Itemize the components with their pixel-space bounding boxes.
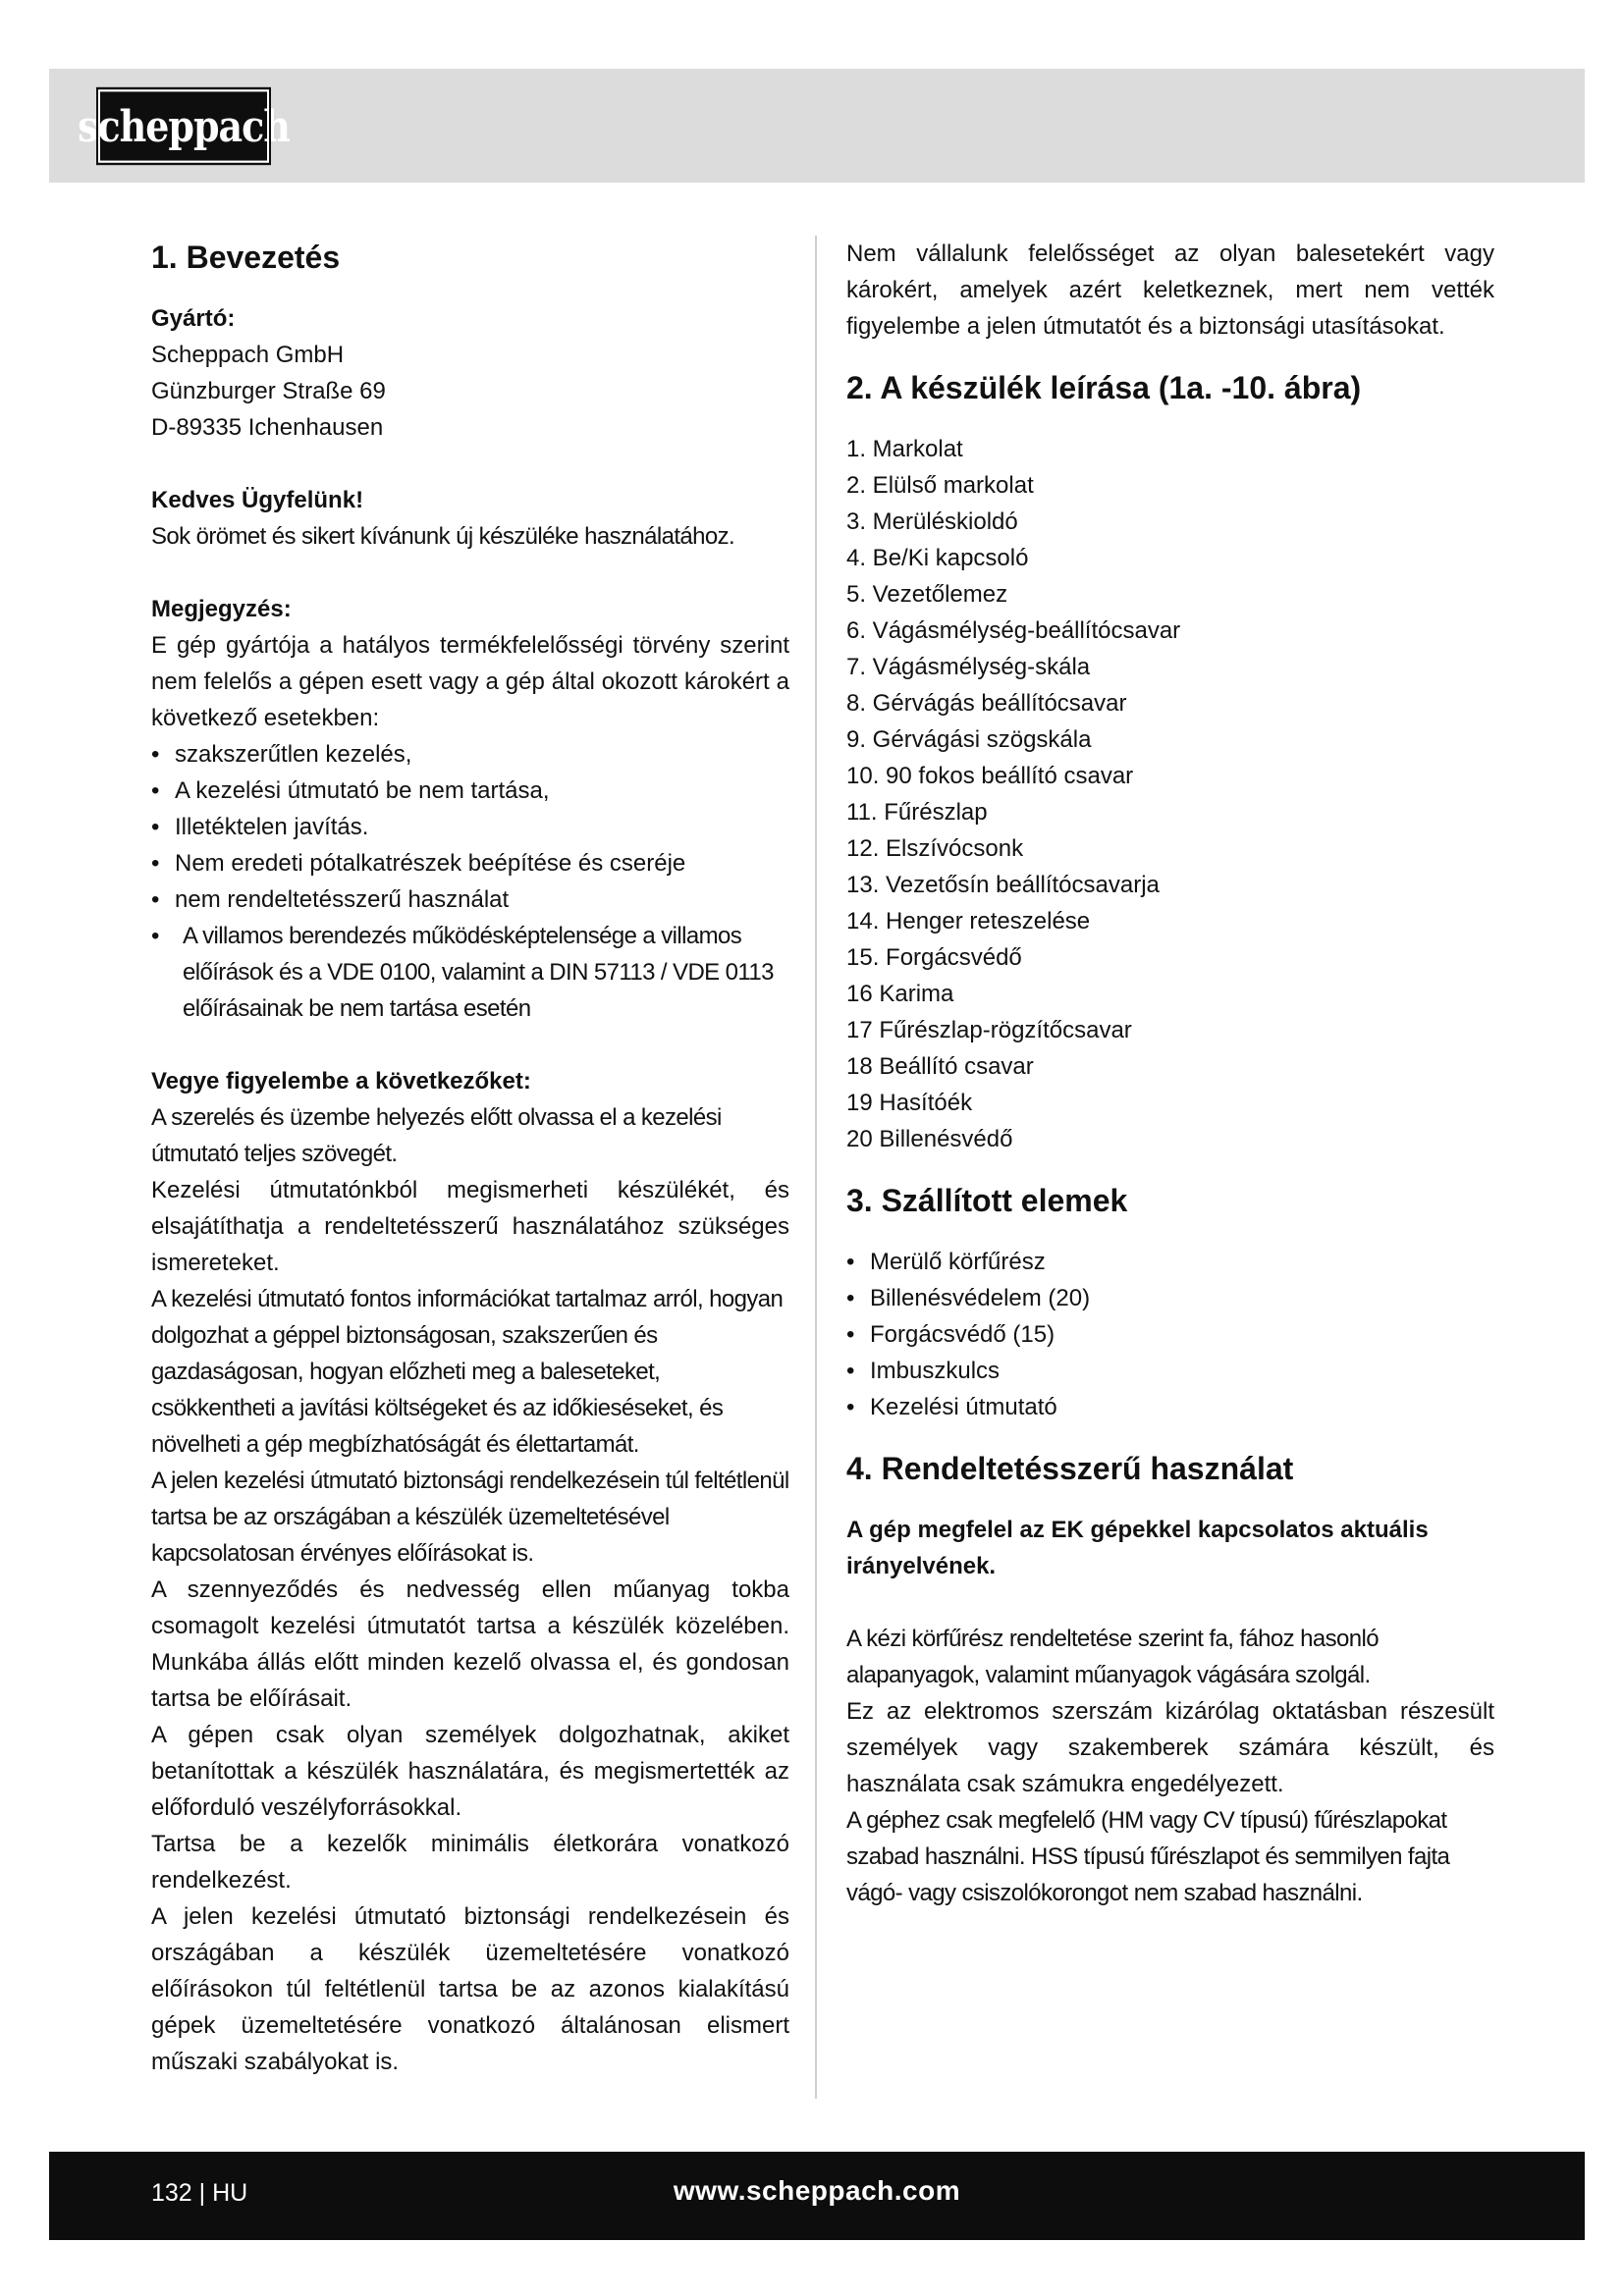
list-item: 18 Beállító csavar	[846, 1053, 1034, 1080]
list-item: • A kezelési útmutató be nem tartása,	[151, 773, 789, 809]
list-item: 3. Merüléskioldó	[846, 508, 1018, 535]
list-item: 15. Forgácsvédő	[846, 944, 1022, 971]
list-item: 4. Be/Ki kapcsoló	[846, 545, 1029, 571]
paragraph: A géphez csak megfelelő (HM vagy CV típusú) fűrészlapokat szabad használni. HSS típusú fűrészlapot és semmilyen fajta vágó- vagy csiszolókorongot nem szabad használni.	[846, 1807, 1450, 1906]
paragraph: A kézi körfűrész rendeltetése szerint fa, fához hasonló alapanyagok, valamint műanyagok vágására szolgál.	[846, 1626, 1379, 1688]
paragraph: A jelen kezelési útmutató biztonsági rendelkezésein túl feltétlenül tartsa be az országában a készülék üzemeltetésével kapcsolatosan érvényes előírásokat is.	[151, 1468, 789, 1567]
parts-list	[846, 431, 1494, 1157]
list-item: 2. Elülső markolat	[846, 472, 1034, 499]
list-item: 13. Vezetősín beállítócsavarja	[846, 872, 1160, 898]
list-item: 1. Markolat	[846, 436, 963, 462]
list-item: • Kezelési útmutató	[846, 1389, 1494, 1425]
section-3-heading: 3. Szállított elemek	[846, 1183, 1128, 1218]
section-2-heading: 2. A készülék leírása (1a. -10. ábra)	[846, 370, 1362, 405]
list-item: • A villamos berendezés működésképtelensége a villamos előírások és a VDE 0100, valamint a DIN 57113 / VDE 0113 előírásainak be nem tartása esetén	[151, 918, 789, 1027]
list-item: • Imbuszkulcs	[846, 1353, 1494, 1389]
list-item: • Illetéktelen javítás.	[151, 809, 789, 845]
list-item: • nem rendeltetésszerű használat	[151, 881, 789, 918]
paragraph: A szennyeződés és nedvesség ellen műanyag tokba csomagolt kezelési útmutatót tartsa a készülék közelében. Munkába állás előtt minden kezelő olvassa el, és gondosan tartsa be előírásait.	[151, 1576, 789, 1712]
list-item: • szakszerűtlen kezelés,	[151, 736, 789, 773]
note-label: Megjegyzés:	[151, 596, 292, 622]
address-line: Günzburger Straße 69	[151, 378, 386, 404]
section-1-heading: 1. Bevezetés	[151, 240, 341, 275]
paragraph: A gépen csak olyan személyek dolgozhatnak, akiket betanítottak a készülék használatára, és megismertették az előforduló veszélyforrásokkal.	[151, 1722, 789, 1821]
list-item: 17 Fűrészlap-rögzítőcsavar	[846, 1017, 1132, 1043]
paragraph: A kezelési útmutató fontos információkat tartalmaz arról, hogyan dolgozhat a géppel biztonságosan, szakszerűen és gazdaságosan, hogyan előzheti meg a baleseteket, csökkentheti a javítási költségeket és az időkieséseket, és növelheti a gép megbízhatóságát és élettartamát.	[151, 1286, 784, 1458]
list-item: • Forgácsvédő (15)	[846, 1316, 1494, 1353]
column-divider	[815, 236, 817, 2099]
list-item: 14. Henger reteszelése	[846, 908, 1091, 934]
list-item: 16 Karima	[846, 981, 954, 1007]
manufacturer-label: Gyártó:	[151, 305, 236, 332]
page-number: 132 | HU	[151, 2179, 248, 2207]
list-item: 8. Gérvágás beállítócsavar	[846, 690, 1127, 717]
dear-customer-text: Sok örömet és sikert kívánunk új készüléke használatához.	[151, 523, 735, 550]
dear-customer-label: Kedves Ügyfelünk!	[151, 487, 364, 513]
liability-list	[151, 736, 789, 1027]
paragraph: Tartsa be a kezelők minimális életkorára vonatkozó rendelkezést.	[151, 1831, 789, 1894]
left-column	[151, 236, 789, 2080]
list-item: 5. Vezetőlemez	[846, 581, 1008, 608]
note-text: E gép gyártója a hatályos termékfelelősségi törvény szerint nem felelős a gépen esett vagy a gép által okozott károkért a következő esetekben:	[151, 632, 789, 731]
list-item: 11. Fűrészlap	[846, 799, 988, 826]
list-item: 20 Billenésvédő	[846, 1126, 1013, 1152]
list-item: • Merülő körfűrész	[846, 1244, 1494, 1280]
paragraph: A jelen kezelési útmutató biztonsági rendelkezésein és országában a készülék üzemeltetésére vonatkozó előírásokon túl feltétlenül tartsa be az azonos kialakítású gépek üzemeltetésére vonatkozó általánosan elismert műszaki szabályokat is.	[151, 1903, 789, 2075]
ec-directive-note: A gép megfelel az EK gépekkel kapcsolatos aktuális irányelvének.	[846, 1517, 1429, 1579]
footer-bar	[49, 2152, 1585, 2240]
address-line: D-89335 Ichenhausen	[151, 414, 384, 441]
liability-intro: Nem vállalunk felelősséget az olyan balesetekért vagy károkért, amelyek azért keletkeznek, mert nem vették figyelembe a jelen útmutatót és a biztonsági utasításokat.	[846, 240, 1494, 340]
list-item: 10. 90 fokos beállító csavar	[846, 763, 1134, 789]
address-line: Scheppach GmbH	[151, 342, 345, 368]
list-item: 9. Gérvágási szögskála	[846, 726, 1092, 753]
section-4-heading: 4. Rendeltetésszerű használat	[846, 1451, 1294, 1486]
list-item: • Nem eredeti pótalkatrészek beépítése és cseréje	[151, 845, 789, 881]
paragraph: Ez az elektromos szerszám kizárólag oktatásban részesült személyek vagy szakemberek számára készült, és használata csak számukra engedélyezett.	[846, 1698, 1494, 1797]
list-item: 19 Hasítóék	[846, 1090, 973, 1116]
list-item: 7. Vágásmélység-skála	[846, 654, 1091, 680]
observe-label: Vegye figyelembe a következőket:	[151, 1068, 531, 1095]
list-item: • Billenésvédelem (20)	[846, 1280, 1494, 1316]
list-item: 6. Vágásmélység-beállítócsavar	[846, 617, 1181, 644]
right-column	[846, 236, 1494, 1911]
scheppach-logo: scheppach	[98, 89, 269, 163]
website-link[interactable]: www.scheppach.com	[673, 2175, 961, 2206]
paragraph: A szerelés és üzembe helyezés előtt olvassa el a kezelési útmutató teljes szövegét.	[151, 1104, 722, 1167]
delivered-items-list	[846, 1244, 1494, 1425]
list-item: 12. Elszívócsonk	[846, 835, 1024, 862]
paragraph: Kezelési útmutatónkból megismerheti készülékét, és elsajátíthatja a rendeltetésszerű használatához szükséges ismereteket.	[151, 1177, 789, 1276]
header-bar	[49, 69, 1585, 183]
